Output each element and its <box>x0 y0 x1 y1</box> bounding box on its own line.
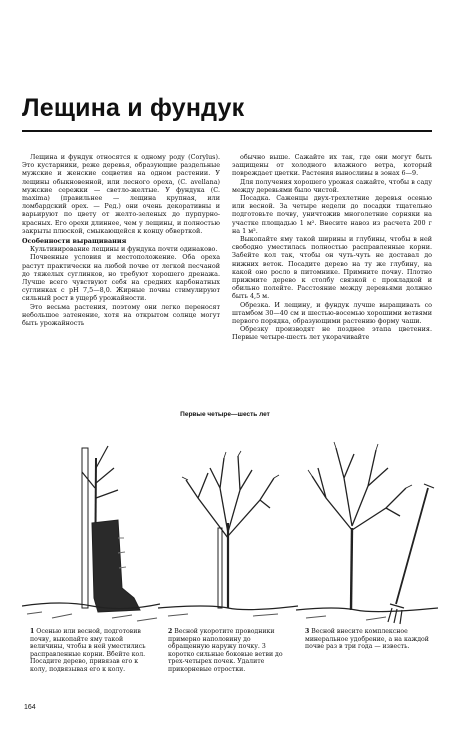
left-column <box>22 153 220 327</box>
caption-number: 1 <box>30 628 35 635</box>
text-paragraph: обычно выше. Сажайте их так, где они могут быть защищены от холодного влажного ветра, который повреждает цветки. Растения выносливы в зонах 6—9. <box>232 153 432 178</box>
page-number: 164 <box>24 704 36 711</box>
caption-2 <box>168 628 292 674</box>
text-paragraph: Это весьма растения, поэтому они легко переносят небольшое затенение, хотя на открытом солнце могут быть урожайность <box>22 302 220 328</box>
caption-text: Осенью или весной, подготовив почву, выкопайте яму такой величины, чтобы в ней уместились расправленные корни. Вбейте кол. Посадите дерево, привязав его к колу, подвязывая его к колу. <box>30 628 146 673</box>
caption-3 <box>305 628 429 651</box>
text-paragraph: Посадка. Саженцы двух-трехлетние деревья осенью или весной. За четыре недели до посадки тщательно подготовьте почву, уничтожив многолетние сорняки на участке площадью 1 м². Внесите навоз из расчета 200 г на 1 м². <box>232 194 432 235</box>
illustration-planting <box>22 428 160 626</box>
figure-title: Первые четыре—шесть лет <box>180 411 270 418</box>
illustration-fertilizing <box>296 428 438 626</box>
text-paragraph: Почвенные условия и местоположение. Оба ореха растут практически на любой почве от легкой песчаной до тяжелых суглинков, но требуют хорошего дренажа. Лучше всего чувствуют себя на средних карбонатных суглинках с pH 7,5—8,0. Жирные почвы стимулируют сильный рост в ущерб урожайности. <box>22 253 220 303</box>
page-title: Лещина и фундук <box>22 94 245 122</box>
text-paragraph: Выкопайте яму такой ширины и глубины, чтобы в ней свободно уместилась полностью расправленные корни. Забейте кол так, чтобы он чуть-чуть не доставал до нижних веток. Посадите дерево на ту же глубину, на какой оно росло в питомнике. Примните почву. Плотно прижмите дерево к столбу связкой с прокладкой и обильно полейте. Расстояние между деревьями должно быть 4,5 м. <box>232 235 432 301</box>
text-paragraph: Для получения хорошего урожая сажайте, чтобы в саду между деревьями было чистой. <box>232 177 432 194</box>
illustration-pruning <box>158 428 298 626</box>
caption-text: Весной внесите комплексное минеральное удобрение, а на каждой почве раз в три года — известь. <box>305 628 429 651</box>
fertilizing-drawing <box>296 428 438 626</box>
pruning-drawing <box>158 428 298 626</box>
planting-drawing <box>22 428 160 626</box>
caption-text: Весной укоротите проводники примерно наполовину до обращенную наружу почку. 3 коротко сильные боковые ветви до трех-четырех почек. Удалите прикорневые отростки. <box>168 628 283 673</box>
text-paragraph: Обрезку производят не позднее этапа цветения. Первые четыре-шесть лет укорачивайте <box>232 325 432 342</box>
right-column <box>232 153 432 342</box>
caption-1 <box>30 628 152 674</box>
caption-number: 3 <box>305 628 310 635</box>
caption-number: 2 <box>168 628 173 635</box>
text-paragraph: Обрезка. И лещину, и фундук лучше выращивать со штамбом 30—40 см и шестью-восемью хорошими ветвями первого порядка, образующими растению форму чаши. <box>232 300 432 326</box>
intro-paragraph: Лещина и фундук относятся к одному роду (Corylus). Это кустарники, реже деревья, образующие раздельные мужские и женские соцветия на одном растении. У лещины обыкновенной, или лесного ореха, (C. avellana) мужские сережки — светло-желтые. У фундука (C. maxima) (правильнее — лещина крупная, или ломбардский орех. — Ред.) они очень декоративны и варьируют по цвету от желто-зеленых до пурпурно-красных. Его орехи длиннее, чем у лещины, и полностью закрыты плюской, смыкающейся к концу обверткой. <box>22 153 220 235</box>
section-heading: Особенности выращивания <box>22 237 127 246</box>
title-rule <box>22 130 432 132</box>
text-paragraph: Культивирование лещины и фундука почти одинаково. <box>30 245 218 254</box>
